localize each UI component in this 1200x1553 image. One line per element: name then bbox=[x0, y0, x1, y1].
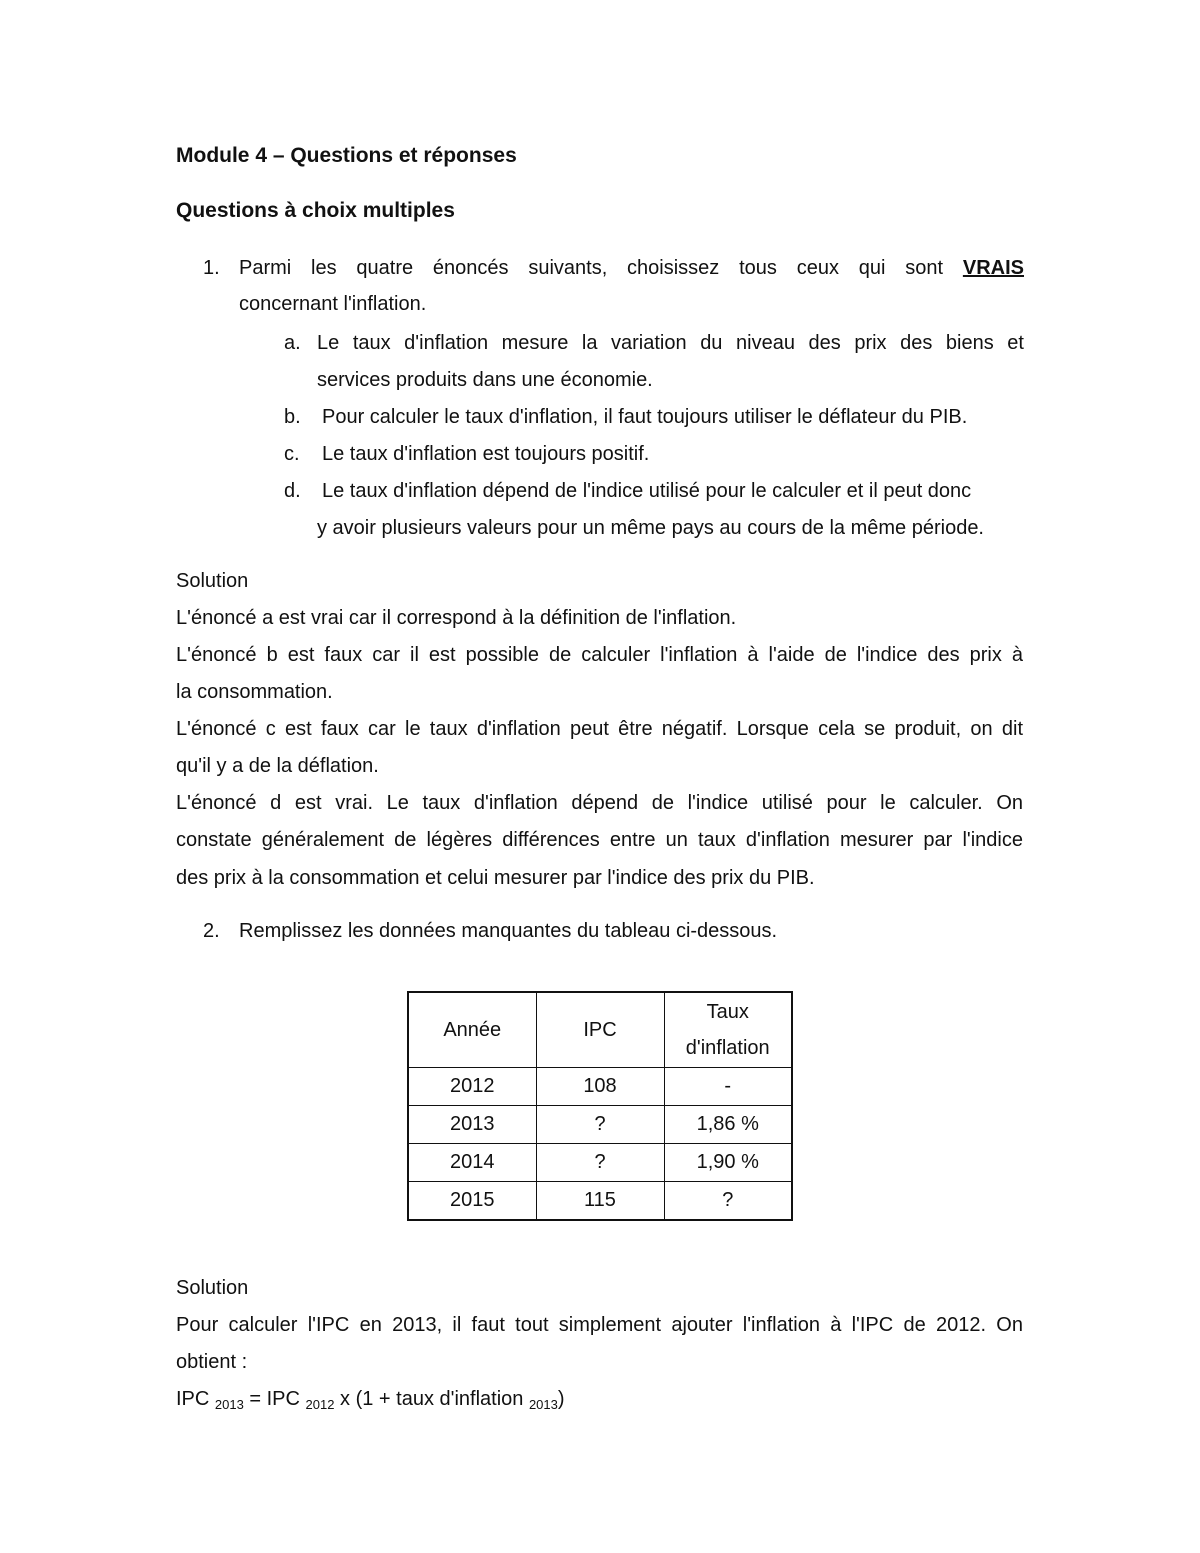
q1-text: Parmi les quatre énoncés suivants, choisissez tous ceux qui sont bbox=[239, 257, 944, 279]
solution2-heading: Solution bbox=[176, 1277, 249, 1299]
table-row bbox=[408, 1182, 792, 1221]
table-cell: 2014 bbox=[408, 1144, 536, 1182]
table-cell: 1,86 % bbox=[664, 1106, 792, 1144]
solution1-line: L'énoncé d est vrai. Le taux d'inflation dépend de l'indice utilisé pour le calculer. On bbox=[176, 792, 1023, 814]
header-taux-line2: d'inflation bbox=[685, 1037, 770, 1059]
table-cell: 1,90 % bbox=[664, 1144, 792, 1182]
formula bbox=[176, 1387, 565, 1417]
header-taux-line1: Taux bbox=[706, 1001, 749, 1023]
solution1-heading: Solution bbox=[176, 570, 249, 592]
table-row bbox=[408, 1144, 792, 1182]
table-cell: 2012 bbox=[408, 1068, 536, 1106]
q2-number: 2. bbox=[203, 920, 220, 942]
solution1-line: constate généralement de légères différences entre un taux d'inflation mesurer par l'indice bbox=[176, 829, 1023, 851]
solution2-line2: obtient : bbox=[176, 1351, 248, 1373]
formula-rest: x (1 + taux d'inflation bbox=[340, 1388, 524, 1410]
q1-line2: concernant l'inflation. bbox=[239, 293, 427, 315]
formula-sub: 2013 bbox=[214, 1397, 244, 1412]
formula-sub: 2012 bbox=[305, 1397, 335, 1412]
table-cell: 2015 bbox=[408, 1182, 536, 1221]
formula-ipc: IPC bbox=[176, 1388, 210, 1410]
option-c-line1: Le taux d'inflation est toujours positif. bbox=[322, 443, 650, 465]
option-c-label: c. bbox=[284, 443, 300, 465]
solution1-line: L'énoncé a est vrai car il correspond à la définition de l'inflation. bbox=[176, 607, 737, 629]
formula-close: ) bbox=[557, 1388, 565, 1410]
table-row bbox=[408, 1068, 792, 1106]
option-d-line1: Le taux d'inflation dépend de l'indice utilisé pour le calculer et il peut donc bbox=[322, 480, 972, 502]
table-cell: 2013 bbox=[408, 1106, 536, 1144]
header-taux bbox=[664, 992, 792, 1068]
page-title: Module 4 – Questions et réponses bbox=[176, 144, 517, 167]
table-row bbox=[408, 1106, 792, 1144]
option-a-line2: services produits dans une économie. bbox=[317, 369, 653, 391]
option-a-label: a. bbox=[284, 332, 301, 354]
option-d-label: d. bbox=[284, 480, 301, 502]
header-annee: Année bbox=[408, 992, 536, 1068]
option-d-line2: y avoir plusieurs valeurs pour un même pays au cours de la même période. bbox=[317, 517, 984, 539]
table-cell: 115 bbox=[536, 1182, 664, 1221]
table-cell: ? bbox=[536, 1106, 664, 1144]
table-cell: 108 bbox=[536, 1068, 664, 1106]
q1-number: 1. bbox=[203, 257, 220, 279]
section-heading: Questions à choix multiples bbox=[176, 199, 455, 222]
solution1-line: des prix à la consommation et celui mesurer par l'indice des prix du PIB. bbox=[176, 867, 815, 889]
header-ipc: IPC bbox=[536, 992, 664, 1068]
formula-sub: 2013 bbox=[528, 1397, 558, 1412]
table-header-row bbox=[408, 992, 792, 1068]
q1-vrais: VRAIS bbox=[962, 257, 1024, 279]
option-a-line1: Le taux d'inflation mesure la variation du niveau des prix des biens et bbox=[317, 332, 1024, 354]
q2-text: Remplissez les données manquantes du tableau ci-dessous. bbox=[239, 920, 778, 942]
option-b-line1: Pour calculer le taux d'inflation, il faut toujours utiliser le déflateur du PIB. bbox=[322, 406, 968, 428]
solution1-line: L'énoncé b est faux car il est possible de calculer l'inflation à l'aide de l'indice des prix à bbox=[176, 644, 1023, 666]
solution1-line: qu'il y a de la déflation. bbox=[176, 755, 379, 777]
solution2-line1: Pour calculer l'IPC en 2013, il faut tout simplement ajouter l'inflation à l'IPC de 2012. On bbox=[176, 1314, 1023, 1336]
table-cell: - bbox=[664, 1068, 792, 1106]
solution1-line: L'énoncé c est faux car le taux d'inflation peut être négatif. Lorsque cela se produit, on dit bbox=[176, 718, 1023, 740]
option-b-label: b. bbox=[284, 406, 301, 428]
table-cell: ? bbox=[664, 1182, 792, 1221]
solution1-line: la consommation. bbox=[176, 681, 333, 703]
formula-eq: = IPC bbox=[249, 1388, 300, 1410]
ipc-table bbox=[407, 991, 793, 1221]
table-cell: ? bbox=[536, 1144, 664, 1182]
q1-line1 bbox=[239, 256, 1024, 280]
